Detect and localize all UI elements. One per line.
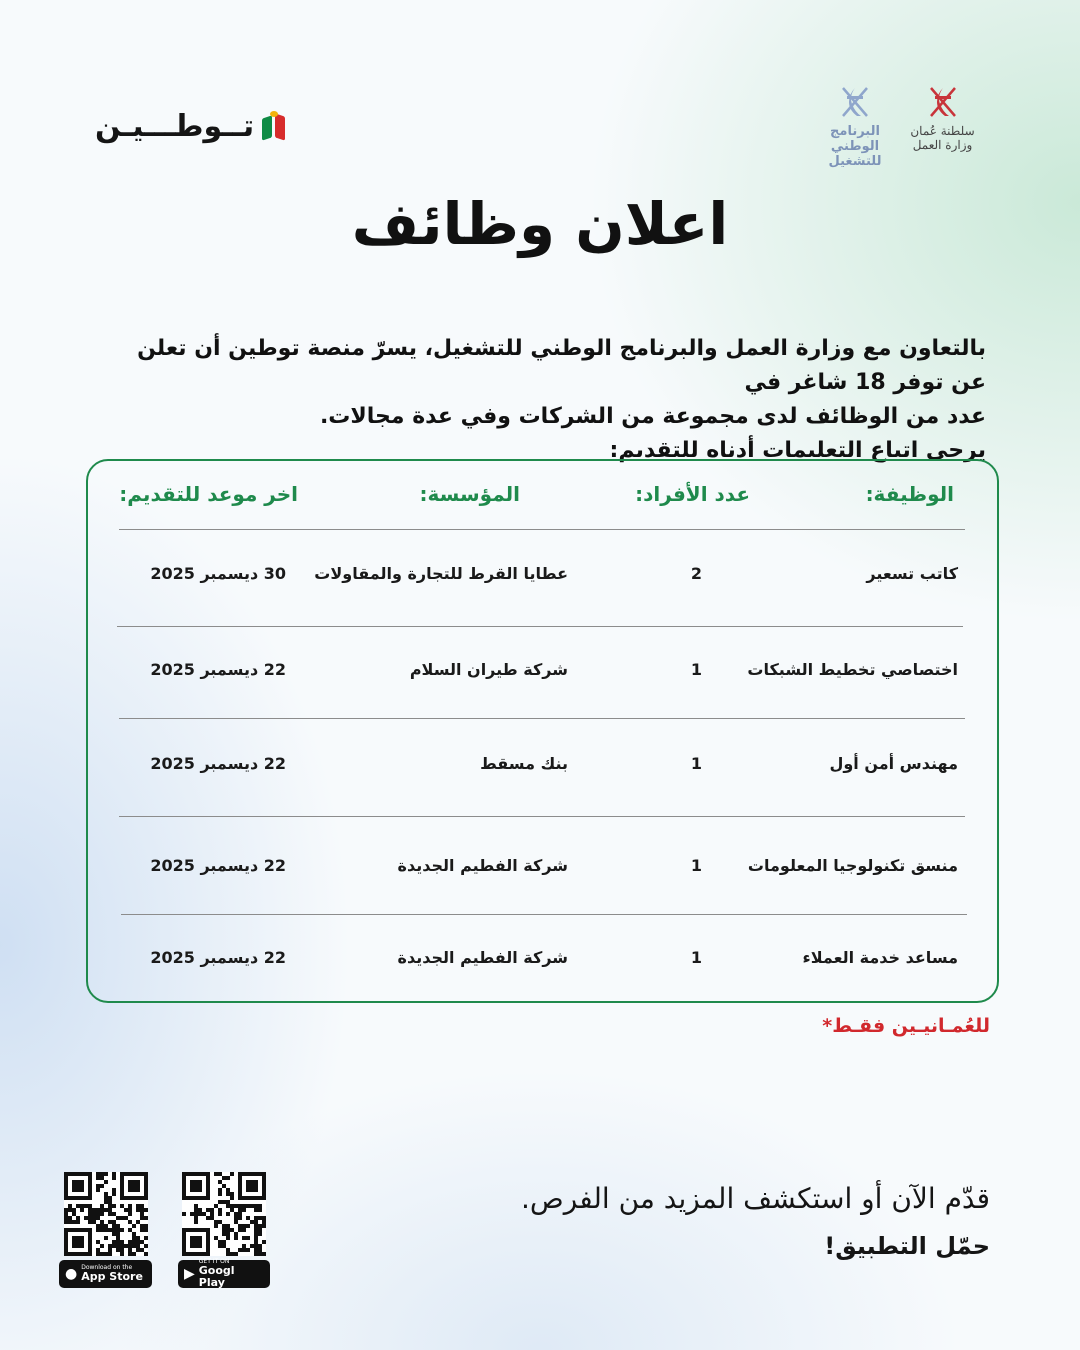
- cell-deadline: 22 ديسمبر 2025: [150, 660, 286, 679]
- header-org: المؤسسة:: [419, 482, 520, 506]
- ministry-name-line2: وزارة العمل: [912, 138, 973, 152]
- header-deadline: اخر موعد للتقديم:: [119, 482, 298, 506]
- cell-job: مهندس أمن أول: [829, 754, 958, 773]
- cta-text: قدّم الآن أو استكشف المزيد من الفرص.: [521, 1182, 990, 1215]
- cell-job: اختصاصي تخطيط الشبكات: [747, 660, 958, 679]
- cell-org: شركة الفطيم الجديدة: [397, 948, 568, 967]
- app-store-label: App Store: [81, 1270, 143, 1283]
- cell-deadline: 30 ديسمبر 2025: [150, 564, 286, 583]
- google-play-qr-code-icon[interactable]: [182, 1172, 266, 1256]
- cell-count: 2: [690, 564, 702, 583]
- intro-line-1: بالتعاون مع وزارة العمل والبرنامج الوطني للتشغيل، يسرّ منصة توطين أن تعلن عن توفر 18 شاغر في: [137, 336, 986, 395]
- table-divider: [119, 718, 965, 719]
- cell-deadline: 22 ديسمبر 2025: [150, 754, 286, 773]
- cell-count: 1: [690, 660, 702, 679]
- program-name-line2: للتشغيل: [828, 154, 882, 169]
- intro-text: [106, 332, 986, 468]
- cell-count: 1: [690, 856, 702, 875]
- national-employment-program-emblem: [805, 82, 905, 169]
- intro-line-3: يرجى اتباع التعليمات أدناه للتقديم:: [609, 438, 986, 463]
- table-divider: [117, 626, 963, 627]
- cell-deadline: 22 ديسمبر 2025: [150, 948, 286, 967]
- cell-job: منسق تكنولوجيا المعلومات: [747, 856, 958, 875]
- app-store-qr-code-icon[interactable]: [64, 1172, 148, 1256]
- tawteen-logo-mark-icon: [262, 111, 275, 141]
- cell-job: مساعد خدمة العملاء: [802, 948, 958, 967]
- cell-job: كاتب تسعير: [866, 564, 958, 583]
- page-title: اعلان وظائف: [351, 190, 729, 258]
- tawteen-logo: [95, 104, 275, 148]
- program-name-line1: البرنامج الوطني: [830, 124, 880, 154]
- cell-org: شركة طيران السلام: [409, 660, 568, 679]
- header-job: الوظيفة:: [865, 482, 954, 506]
- google-play-label: Googl Play: [198, 1264, 235, 1289]
- omanis-only-note: للعُمـانيـين فقـط*: [822, 1015, 990, 1037]
- app-store-button[interactable]: [59, 1260, 152, 1288]
- table-divider: [119, 529, 965, 530]
- table-divider: [119, 816, 965, 817]
- table-divider: [121, 914, 967, 915]
- google-play-small-label: GET IT ON: [198, 1258, 230, 1265]
- brand-name: تــوطـــيـن: [95, 108, 255, 144]
- app-store-small-label: Download on the: [81, 1264, 133, 1271]
- download-app-text: حمّل التطبيق!: [824, 1232, 990, 1260]
- cell-count: 1: [690, 948, 702, 967]
- cell-count: 1: [690, 754, 702, 773]
- cell-org: عطايا القرط للتجارة والمقاولات: [314, 564, 568, 583]
- ministry-of-labour-emblem: [905, 82, 980, 152]
- cell-org: بنك مسقط: [480, 754, 568, 773]
- apple-icon: ●: [65, 1266, 78, 1282]
- google-play-button[interactable]: [178, 1260, 270, 1288]
- khanjar-crest-icon: [835, 82, 875, 122]
- jobs-table: [86, 459, 999, 1003]
- cell-org: شركة الفطيم الجديدة: [397, 856, 568, 875]
- intro-line-2: عدد من الوظائف لدى مجموعة من الشركات وفي عدة مجالات.: [319, 404, 986, 429]
- header-count: عدد الأفراد:: [635, 482, 750, 506]
- ministry-name-line1: سلطنة عُمان: [910, 124, 975, 138]
- oman-crest-icon: [923, 82, 963, 122]
- cell-deadline: 22 ديسمبر 2025: [150, 856, 286, 875]
- google-play-icon: ▶: [184, 1266, 195, 1282]
